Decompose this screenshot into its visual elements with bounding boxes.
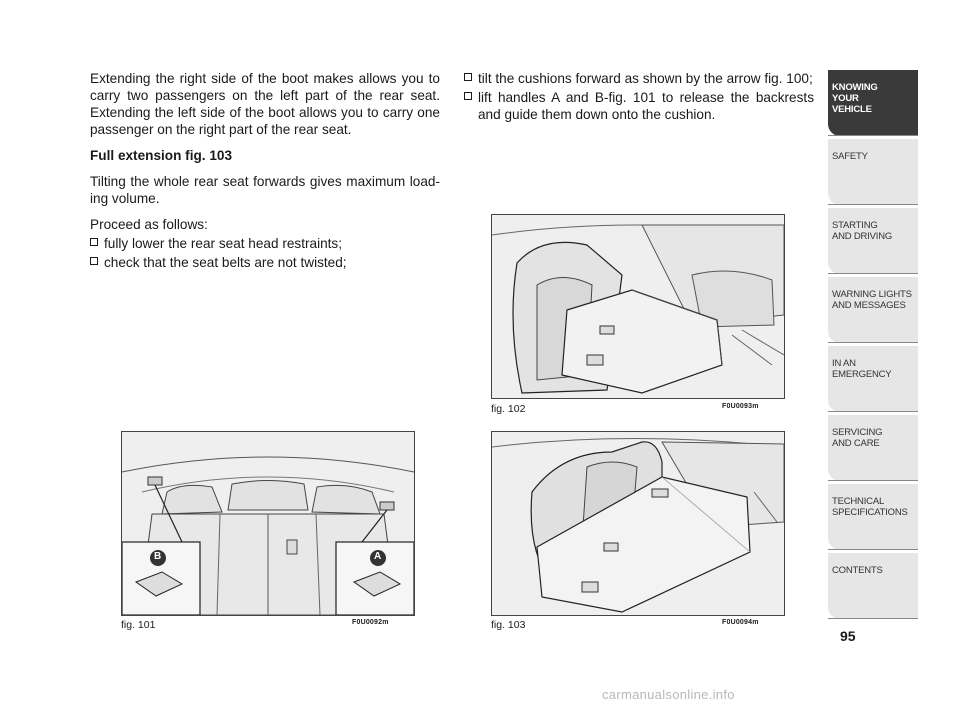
figure-103-caption: fig. 103 bbox=[491, 619, 526, 631]
figure-101-image bbox=[121, 431, 415, 616]
sidebar-item-warning-lights[interactable]: WARNING LIGHTS AND MESSAGES bbox=[828, 277, 918, 343]
checkbox-bullet-icon bbox=[90, 238, 98, 246]
figure-102-caption: fig. 102 bbox=[491, 403, 526, 415]
sidebar-item-technical-specifications[interactable]: TECHNICAL SPECIFICATIONS bbox=[828, 484, 918, 550]
figure-103-image bbox=[491, 431, 785, 616]
sidebar-item-starting-and-driving[interactable]: STARTING AND DRIVING bbox=[828, 208, 918, 274]
sidebar-item-servicing[interactable]: SERVICING AND CARE bbox=[828, 415, 918, 481]
list-item: tilt the cushions forward as shown by the arrow fig. 100; bbox=[464, 70, 814, 87]
intro-paragraph: Extending the right side of the boot makes allows you to carry two passengers on the left part of the rear seat. Extending the left side of the boot allows you to carry one passenger on the right part of the rear seat. bbox=[90, 71, 440, 137]
sidebar-item-knowing-your-vehicle[interactable]: KNOWING YOUR VEHICLE bbox=[828, 70, 918, 136]
figure-102-code: F0U0093m bbox=[722, 403, 759, 410]
figure-101-caption: fig. 101 bbox=[121, 619, 156, 631]
list-item: check that the seat belts are not twisted; bbox=[90, 254, 440, 271]
section-heading: Full extension fig. 103 bbox=[90, 148, 233, 163]
checkbox-bullet-icon bbox=[464, 92, 472, 100]
rear-seat-handles-illustration bbox=[122, 432, 414, 615]
proceed-paragraph: Proceed as follows: bbox=[90, 217, 208, 232]
figure-102-image bbox=[491, 214, 785, 399]
figure-101-code: F0U0092m bbox=[352, 619, 389, 626]
list-item: fully lower the rear seat head restraints; bbox=[90, 235, 440, 252]
tilting-paragraph: Tilting the whole rear seat forwards gives maximum load-ing volume. bbox=[90, 174, 440, 206]
full-extension-illustration bbox=[492, 432, 784, 615]
watermark: carmanualsonline.info bbox=[602, 687, 735, 702]
checkbox-bullet-icon bbox=[90, 257, 98, 265]
seat-tilted-illustration bbox=[492, 215, 784, 398]
page-number: 95 bbox=[840, 628, 856, 644]
left-text-column bbox=[90, 70, 440, 273]
sidebar-item-contents[interactable]: CONTENTS bbox=[828, 553, 918, 619]
middle-text-column bbox=[464, 70, 814, 125]
sidebar-item-emergency[interactable]: IN AN EMERGENCY bbox=[828, 346, 918, 412]
checkbox-bullet-icon bbox=[464, 73, 472, 81]
sidebar-item-safety[interactable]: SAFETY bbox=[828, 139, 918, 205]
figure-103-code: F0U0094m bbox=[722, 619, 759, 626]
callout-a-label: A bbox=[374, 551, 382, 562]
callout-b-label: B bbox=[154, 551, 162, 562]
list-item: lift handles A and B-fig. 101 to release the backrests and guide them down onto the cushion. bbox=[464, 89, 814, 123]
chapter-sidebar bbox=[828, 70, 918, 622]
